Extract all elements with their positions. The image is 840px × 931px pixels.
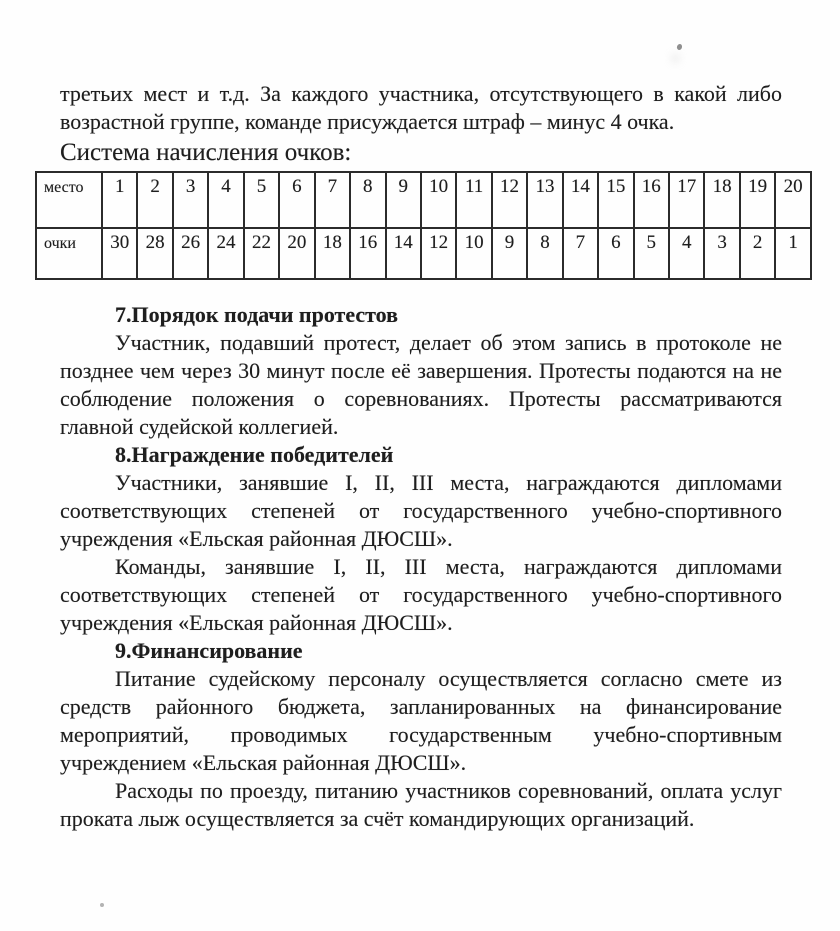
scan-speck-bottom <box>100 903 104 907</box>
place-cell: 9 <box>386 172 421 228</box>
points-cell: 16 <box>350 228 385 279</box>
place-cell: 1 <box>102 172 137 228</box>
place-cell: 12 <box>492 172 527 228</box>
table-title: Система начисления очков: <box>60 139 352 166</box>
place-cell: 2 <box>137 172 172 228</box>
section-paragraph: Участник, подавший протест, делает об этом запись в протоколе не позднее чем через 30 минут после её завершения. Протесты подаются на не соблюдение положения о соревнованиях. Протесты рассматриваются главной судейской коллегией. <box>60 330 782 439</box>
place-cell: 5 <box>244 172 279 228</box>
place-cell: 4 <box>208 172 243 228</box>
section-paragraph: Расходы по проезду, питанию участников соревнований, оплата услуг проката лыж осуществляется за счёт командирующих организаций. <box>60 778 782 831</box>
points-table <box>35 171 812 280</box>
place-cell: 16 <box>634 172 669 228</box>
points-cell: 12 <box>421 228 456 279</box>
place-cell: 10 <box>421 172 456 228</box>
place-cell: 19 <box>740 172 775 228</box>
points-cell: 6 <box>598 228 633 279</box>
place-cell: 15 <box>598 172 633 228</box>
place-cell: 20 <box>775 172 811 228</box>
points-cell: 30 <box>102 228 137 279</box>
section-heading-financing: 9.Финансирование <box>115 638 303 663</box>
section-paragraph: Участники, занявшие I, II, III места, награждаются дипломами соответствующих степеней от государственного учебно-спортивного учреждения «Ельская районная ДЮСШ». <box>60 470 782 551</box>
points-cell: 20 <box>279 228 314 279</box>
points-cell: 18 <box>315 228 350 279</box>
place-cell: 8 <box>350 172 385 228</box>
place-cell: 11 <box>456 172 491 228</box>
place-cell: 14 <box>563 172 598 228</box>
section-heading-awards: 8.Награждение победителей <box>115 442 394 467</box>
points-cell: 4 <box>669 228 704 279</box>
section-paragraph: Питание судейскому персоналу осуществляется согласно смете из средств районного бюджета, запланированных на финансирование мероприятий, проводимых государственным учебно-спортивным учреждением «Ельская районная ДЮСШ». <box>60 666 782 775</box>
points-cell: 28 <box>137 228 172 279</box>
intro-paragraph: третьих мест и т.д. За каждого участника, отсутствующего в какой либо возрастной группе, команде присуждается штраф – минус 4 очка. <box>60 81 782 134</box>
points-header-cell: очки <box>36 228 102 279</box>
points-cell: 7 <box>563 228 598 279</box>
points-cell: 14 <box>386 228 421 279</box>
points-row <box>36 228 811 279</box>
place-cell: 13 <box>527 172 562 228</box>
points-cell: 3 <box>704 228 739 279</box>
points-cell: 2 <box>740 228 775 279</box>
place-cell: 3 <box>173 172 208 228</box>
intro-block <box>0 0 840 168</box>
place-header-cell: место <box>36 172 102 228</box>
section-heading-protests: 7.Порядок подачи протестов <box>115 302 399 327</box>
points-cell: 26 <box>173 228 208 279</box>
points-cell: 5 <box>634 228 669 279</box>
points-cell: 10 <box>456 228 491 279</box>
place-cell: 18 <box>704 172 739 228</box>
place-cell: 17 <box>669 172 704 228</box>
points-cell: 24 <box>208 228 243 279</box>
place-cell: 6 <box>279 172 314 228</box>
place-cell: 7 <box>315 172 350 228</box>
points-cell: 22 <box>244 228 279 279</box>
points-cell: 1 <box>775 228 811 279</box>
points-cell: 8 <box>527 228 562 279</box>
section-paragraph: Команды, занявшие I, II, III места, награждаются дипломами соответствующих степеней от государственного учебно-спортивного учреждения «Ельская районная ДЮСШ». <box>60 554 782 635</box>
points-cell: 9 <box>492 228 527 279</box>
sections-block <box>0 301 840 833</box>
places-row <box>36 172 811 228</box>
